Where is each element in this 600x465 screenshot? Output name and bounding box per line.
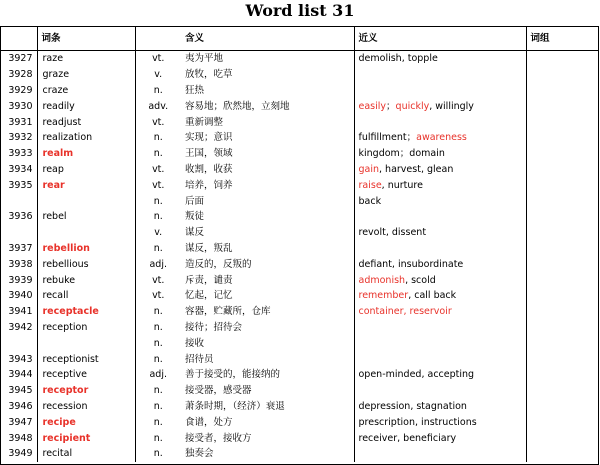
entry-synonyms xyxy=(354,399,526,415)
entry-pos: n. xyxy=(135,304,181,320)
entry-phrases xyxy=(526,130,598,146)
entry-word: receptacle xyxy=(37,304,135,320)
table-row xyxy=(0,146,598,162)
table-row xyxy=(0,193,598,209)
entry-synonyms xyxy=(354,320,526,336)
entry-meaning: 后面 xyxy=(185,195,205,207)
synonym-text: revolt, dissent xyxy=(358,227,427,239)
entry-pos: vt. xyxy=(135,114,181,130)
entry-phrases xyxy=(526,414,598,430)
synonym-text: quickly xyxy=(395,100,430,112)
entry-number: 3948 xyxy=(8,432,33,444)
entry-phrases xyxy=(526,193,598,209)
entry-phrases xyxy=(526,335,598,351)
entry-number: 3929 xyxy=(8,84,33,96)
entry-pos: v. xyxy=(135,67,181,83)
entry-synonyms xyxy=(354,67,526,83)
synonym-text: , nurture xyxy=(381,179,423,191)
entry-pos: n. xyxy=(135,83,181,99)
table-row xyxy=(0,51,598,67)
header-phrases: 词组 xyxy=(526,26,598,51)
table-row xyxy=(0,209,598,225)
entry-word: recital xyxy=(37,446,135,462)
table-row xyxy=(0,335,598,351)
entry-meaning: 重新调整 xyxy=(185,116,224,128)
entry-word xyxy=(37,225,135,241)
table-row xyxy=(0,351,598,367)
table-row xyxy=(0,304,598,320)
entry-word: receptive xyxy=(37,367,135,383)
header-num xyxy=(0,26,37,51)
entry-number: 3941 xyxy=(8,306,33,318)
entry-number: 3932 xyxy=(8,132,33,144)
entry-pos: n. xyxy=(135,399,181,415)
entry-number: 3927 xyxy=(8,53,33,65)
entry-phrases xyxy=(526,162,598,178)
entry-meaning: 造反的，反叛的 xyxy=(185,258,252,270)
entry-word: realization xyxy=(37,130,135,146)
header-synonyms: 近义 xyxy=(354,26,526,51)
entry-number: 3946 xyxy=(8,400,33,412)
table-row xyxy=(0,256,598,272)
entry-word: recession xyxy=(37,399,135,415)
entry-synonyms xyxy=(354,83,526,99)
entry-synonyms xyxy=(354,430,526,446)
entry-word: receptionist xyxy=(37,351,135,367)
entry-synonyms xyxy=(354,335,526,351)
entry-synonyms xyxy=(354,288,526,304)
entry-synonyms xyxy=(354,414,526,430)
entry-phrases xyxy=(526,367,598,383)
entry-pos: n. xyxy=(135,320,181,336)
entry-synonyms xyxy=(354,177,526,193)
entry-number: 3943 xyxy=(8,353,33,365)
table-row xyxy=(0,367,598,383)
entry-meaning: 放牧，吃草 xyxy=(185,69,233,81)
entry-pos: v. xyxy=(135,225,181,241)
synonym-text: raise xyxy=(358,179,382,191)
table-row xyxy=(0,98,598,114)
entry-word: recall xyxy=(37,288,135,304)
entry-number: 3949 xyxy=(8,448,33,460)
entry-pos: adj. xyxy=(135,367,181,383)
entry-pos: vt. xyxy=(135,288,181,304)
synonym-text: receiver, beneficiary xyxy=(358,432,457,444)
synonym-text: , willingly xyxy=(429,100,474,112)
entry-meaning: 培养，饲养 xyxy=(185,179,233,191)
entry-meaning: 独奏会 xyxy=(185,448,214,460)
entry-synonyms xyxy=(354,367,526,383)
entry-meaning: 善于接受的，能接纳的 xyxy=(185,369,281,381)
entry-word: rebellious xyxy=(37,256,135,272)
entry-number xyxy=(0,335,37,351)
synonym-text: , scold xyxy=(405,274,436,286)
entry-meaning: 收割，收获 xyxy=(185,163,233,175)
entry-number: 3937 xyxy=(8,242,33,254)
entry-phrases xyxy=(526,446,598,462)
entry-pos: n. xyxy=(135,351,181,367)
entry-meaning: 叛徒 xyxy=(185,211,205,223)
entry-word: readily xyxy=(37,98,135,114)
entry-pos: n. xyxy=(135,146,181,162)
header-word: 词条 xyxy=(37,26,135,51)
table-row xyxy=(0,225,598,241)
entry-word: rebuke xyxy=(37,272,135,288)
synonym-text: open-minded, accepting xyxy=(358,369,475,381)
entry-pos: n. xyxy=(135,335,181,351)
entry-word: recipe xyxy=(37,414,135,430)
entry-synonyms xyxy=(354,162,526,178)
entry-meaning: 忆起，记忆 xyxy=(185,290,233,302)
entry-phrases xyxy=(526,399,598,415)
entry-word: graze xyxy=(37,67,135,83)
synonym-text: easily xyxy=(358,100,387,112)
entry-synonyms xyxy=(354,51,526,67)
entry-number: 3945 xyxy=(8,385,33,397)
entry-number xyxy=(0,193,37,209)
entry-word xyxy=(37,193,135,209)
entry-synonyms xyxy=(354,272,526,288)
entry-synonyms xyxy=(354,146,526,162)
entry-phrases xyxy=(526,351,598,367)
entry-phrases xyxy=(526,288,598,304)
entry-pos: n. xyxy=(135,383,181,399)
entry-number: 3938 xyxy=(8,258,33,270)
entry-meaning: 谋反，叛乱 xyxy=(185,242,233,254)
entry-synonyms xyxy=(354,304,526,320)
entry-synonyms xyxy=(354,351,526,367)
table-row xyxy=(0,414,598,430)
entry-phrases xyxy=(526,114,598,130)
entry-word: reap xyxy=(37,162,135,178)
synonym-text: awareness xyxy=(416,132,467,144)
entry-phrases xyxy=(526,272,598,288)
synonym-text: kingdom；domain xyxy=(358,148,445,160)
entry-number: 3947 xyxy=(8,416,33,428)
entry-word: readjust xyxy=(37,114,135,130)
synonym-text: fulfillment； xyxy=(358,132,417,144)
entry-number: 3935 xyxy=(8,179,33,191)
entry-meaning: 接收 xyxy=(185,337,205,349)
entry-meaning: 斥责，谴责 xyxy=(185,274,233,286)
entry-phrases xyxy=(526,146,598,162)
entry-synonyms xyxy=(354,209,526,225)
entry-pos: n. xyxy=(135,130,181,146)
entry-number: 3942 xyxy=(8,321,33,333)
entry-pos: n. xyxy=(135,209,181,225)
entry-pos: adv. xyxy=(135,98,181,114)
entry-meaning: 容易地；欣然地，立刻地 xyxy=(185,100,290,112)
entry-phrases xyxy=(526,320,598,336)
entry-phrases xyxy=(526,256,598,272)
page-title: Word list 31 xyxy=(245,1,355,20)
entry-number: 3934 xyxy=(8,163,33,175)
entry-phrases xyxy=(526,83,598,99)
entry-synonyms xyxy=(354,225,526,241)
entry-pos: n. xyxy=(135,430,181,446)
entry-word: realm xyxy=(37,146,135,162)
entry-word: craze xyxy=(37,83,135,99)
entry-synonyms xyxy=(354,193,526,209)
synonym-text: remember xyxy=(358,290,409,302)
synonym-text: demolish, topple xyxy=(358,53,438,65)
entry-number: 3939 xyxy=(8,274,33,286)
table-row xyxy=(0,177,598,193)
entry-number: 3940 xyxy=(8,290,33,302)
table-row xyxy=(0,83,598,99)
synonym-text: container, reservoir xyxy=(358,306,452,318)
entry-phrases xyxy=(526,51,598,67)
entry-phrases xyxy=(526,430,598,446)
word-list-table xyxy=(0,26,598,462)
entry-pos: n. xyxy=(135,241,181,257)
entry-number: 3930 xyxy=(8,100,33,112)
synonym-text: defiant, insubordinate xyxy=(358,258,464,270)
synonym-text: back xyxy=(358,195,382,207)
synonym-text: , call back xyxy=(408,290,457,302)
header-pos xyxy=(135,26,181,51)
table-row xyxy=(0,114,598,130)
table-row xyxy=(0,272,598,288)
synonym-text: gain xyxy=(358,163,380,175)
synonym-text: depression, stagnation xyxy=(358,400,467,412)
header-meaning: 含义 xyxy=(181,26,354,51)
entry-meaning: 实现；意识 xyxy=(185,132,233,144)
entry-number: 3931 xyxy=(8,116,33,128)
entry-phrases xyxy=(526,177,598,193)
entry-phrases xyxy=(526,383,598,399)
table-row xyxy=(0,288,598,304)
entry-number: 3928 xyxy=(8,69,33,81)
table-row xyxy=(0,446,598,462)
entry-pos: vt. xyxy=(135,272,181,288)
entry-pos: n. xyxy=(135,414,181,430)
entry-word: rear xyxy=(37,177,135,193)
entry-pos: vt. xyxy=(135,51,181,67)
entry-number xyxy=(0,225,37,241)
table-row xyxy=(0,383,598,399)
synonym-text: , harvest, glean xyxy=(379,163,454,175)
table-row xyxy=(0,430,598,446)
entry-number: 3944 xyxy=(8,369,33,381)
table-row xyxy=(0,320,598,336)
entry-meaning: 招待员 xyxy=(185,353,214,365)
entry-phrases xyxy=(526,304,598,320)
entry-meaning: 狂热 xyxy=(185,84,205,96)
entry-word xyxy=(37,335,135,351)
entry-meaning: 谋反 xyxy=(185,227,205,239)
entry-number: 3933 xyxy=(8,148,33,160)
entry-phrases xyxy=(526,67,598,83)
entry-word: recipient xyxy=(37,430,135,446)
table-row xyxy=(0,130,598,146)
entry-synonyms xyxy=(354,114,526,130)
table-row xyxy=(0,241,598,257)
entry-synonyms xyxy=(354,98,526,114)
table-row xyxy=(0,399,598,415)
entry-phrases xyxy=(526,225,598,241)
entry-meaning: 夷为平地 xyxy=(185,53,224,65)
header-row xyxy=(0,26,598,51)
entry-pos: adj. xyxy=(135,256,181,272)
entry-meaning: 容器，贮藏所，仓库 xyxy=(185,306,271,318)
synonym-text: admonish xyxy=(358,274,406,286)
synonym-text: ； xyxy=(386,100,396,112)
table-row xyxy=(0,67,598,83)
entry-word: reception xyxy=(37,320,135,336)
synonym-text: prescription, instructions xyxy=(358,416,477,428)
entry-word: receptor xyxy=(37,383,135,399)
entry-word: rebel xyxy=(37,209,135,225)
entry-pos: vt. xyxy=(135,177,181,193)
entry-phrases xyxy=(526,98,598,114)
entry-pos: n. xyxy=(135,193,181,209)
entry-meaning: 萧条时期，（经济）衰退 xyxy=(185,400,285,412)
entry-pos: vt. xyxy=(135,162,181,178)
entry-pos: n. xyxy=(135,446,181,462)
entry-synonyms xyxy=(354,446,526,462)
entry-synonyms xyxy=(354,383,526,399)
entry-synonyms xyxy=(354,130,526,146)
entry-meaning: 接受器，感受器 xyxy=(185,385,252,397)
entry-phrases xyxy=(526,209,598,225)
entry-meaning: 接待；招待会 xyxy=(185,321,243,333)
entry-word: raze xyxy=(37,51,135,67)
entry-meaning: 接受者，接收方 xyxy=(185,432,252,444)
entry-synonyms xyxy=(354,256,526,272)
entry-synonyms xyxy=(354,241,526,257)
entry-meaning: 食谱，处方 xyxy=(185,416,233,428)
entry-phrases xyxy=(526,241,598,257)
entry-number: 3936 xyxy=(8,211,33,223)
table-row xyxy=(0,162,598,178)
entry-meaning: 王国，领域 xyxy=(185,148,233,160)
entry-word: rebellion xyxy=(37,241,135,257)
